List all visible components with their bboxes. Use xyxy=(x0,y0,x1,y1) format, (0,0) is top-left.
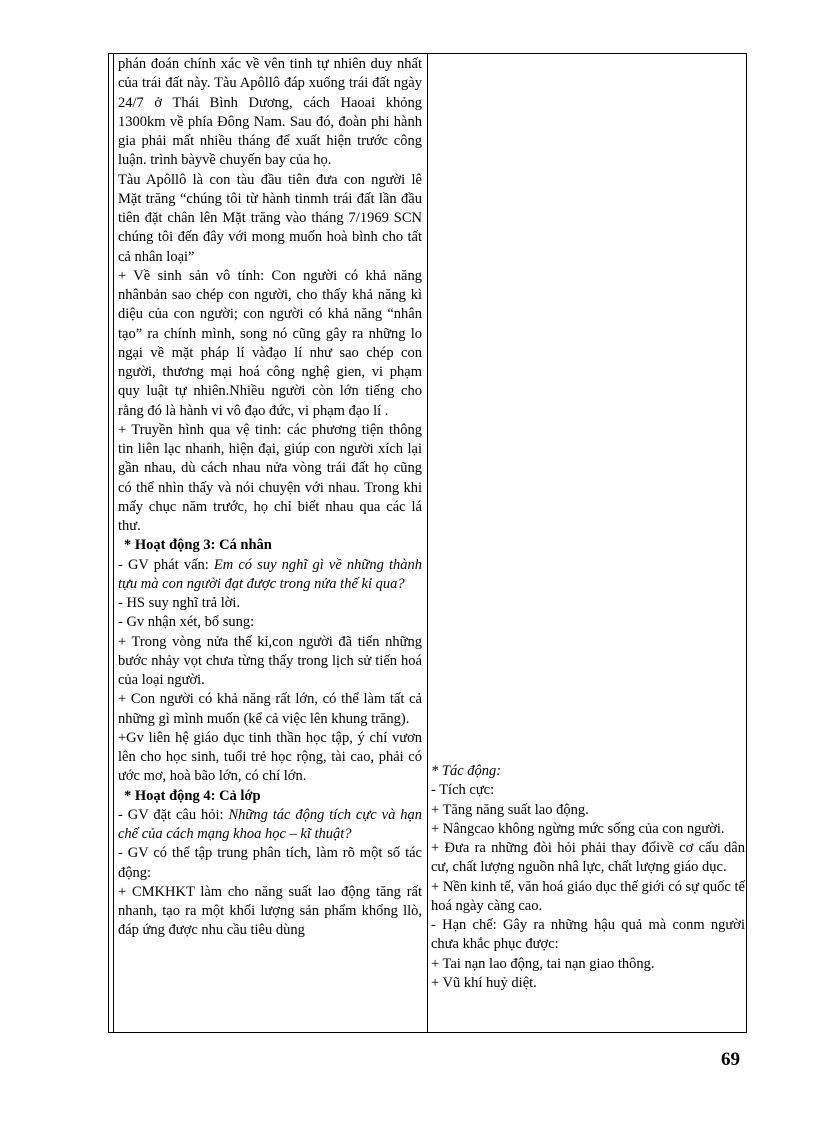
impact-item: + Tăng năng suất lao động. xyxy=(431,801,589,818)
activity-4-question xyxy=(118,806,422,845)
cloning-paragraph: + Về sinh sản vô tính: Con người có khả năng nhânbản sao chép con người, cho thấy khả năng kì diệu của con người; con người có khả năng “nhân tạo” ra chính mình, song nó cũng gây ra những lo ngại về mặt pháp lí vàđạo lí như sao chép con người, thương mại hoá công nghệ gien, vi phạm quy luật tự nhiên.Nhiều người còn lớn tiếng cho rằng đó là hành vi vô đạo đức, vi phạm đạo lí . xyxy=(118,267,422,419)
impact-item: + Vũ khí huỷ diệt. xyxy=(431,974,537,991)
apollo-paragraph-2: Tàu Apôllô là con tàu đầu tiên đưa con người lê Mặt trăng “chúng tôi từ hành tinmh trái đất lần đầu tiên đặt chân lên Mặt trăng vào tháng 7/1969 SCN chúng tôi đến đây với mong muốn hoà bình cho tất cả nhân loại” xyxy=(118,171,422,265)
analysis-instruction: - GV có thể tập trung phân tích, làm rõ một số tác động: xyxy=(118,845,422,881)
human-ability-paragraph: + Con người có khả năng rất lớn, có thể làm tất cả những gì mình muốn (kể cả việc lên khung trăng). xyxy=(118,691,422,727)
page-number: 69 xyxy=(721,1049,740,1070)
question-prefix: - GV phát vấn: xyxy=(118,556,214,573)
activity-3-question xyxy=(118,556,422,595)
table-gutter xyxy=(109,54,114,1032)
content-column xyxy=(431,762,745,993)
impact-item: + Nângcao không ngừng mức sống của con người. xyxy=(431,820,725,837)
activities-column xyxy=(118,55,422,941)
activity-3-heading: * Hoạt động 3: Cá nhân xyxy=(124,537,272,554)
teacher-comment-line: - Gv nhận xét, bổ sung: xyxy=(118,614,255,631)
impact-positive-label: - Tích cực: xyxy=(431,782,495,799)
impact-negative-label: - Hạn chế: Gây ra những hậu quả mà conm người chưa khắc phục được: xyxy=(431,917,745,953)
productivity-paragraph: + CMKHKT làm cho năng suất lao động tăng rất nhanh, tạo ra một khối lượng sản phẩm khổng llò, đáp ứng được nhu cầu tiêu dùng xyxy=(118,883,422,939)
question-text: Những tác động tích cực và hạn chế của cách mạng khoa học – kĩ thuật? xyxy=(118,806,422,842)
student-answer-line: - HS suy nghĩ trả lời. xyxy=(118,595,241,611)
impact-heading: * Tác động: xyxy=(431,763,502,779)
column-divider xyxy=(427,54,428,1032)
education-paragraph: +Gv liên hệ giáo dục tinh thần học tập, ý chí vươn lên cho học sinh, tuổi trẻ học rộng, tài cao, phải có ước mơ, hoà bão lớn, có chí lớn. xyxy=(118,729,422,785)
activity-4-heading: * Hoạt động 4: Cả lớp xyxy=(124,787,261,804)
impact-item: + Tai nạn lao động, tai nạn giao thông. xyxy=(431,955,655,972)
question-prefix: - GV đặt câu hỏi: xyxy=(118,806,229,823)
half-century-paragraph: + Trong vòng nửa thế kỉ,con người đã tiến những bước nhảy vọt chưa từng thấy trong lịch sử tiến hoá của loại người. xyxy=(118,633,422,688)
lesson-table xyxy=(108,53,747,1033)
apollo-paragraph-1: phán đoán chính xác về vên tinh tự nhiên duy nhất của trái đất này. Tàu Apôllô đáp xuống trái đất ngày 24/7 ở Thái Bình Dương, cách Haoai khỏng 1300km về phía Đông Nam. Sau đó, đoàn phi hành gia phải mất nhiều tháng để xuất hiện trước công luận. trình bàyvề chuyến bay của họ. xyxy=(118,56,422,169)
question-text: Em có suy nghĩ gì về những thành tựu mà con người đạt được trong nửa thế kỉ qua? xyxy=(118,556,422,592)
satellite-tv-paragraph: + Truyền hình qua vệ tinh: các phương tiện thông tin liên lạc nhanh, hiện đại, giúp con người xích lại gần nhau, dù cách nhau nửa vòng trái đất họ cũng có thể nhìn thấy và nói chuyện với nhau. Trong khi mấy chục năm trước, họ chỉ biết nhau qua các lá thư. xyxy=(118,421,422,534)
impact-item: + Đưa ra những đòi hỏi phải thay đổivề cơ cấu dân cư, chất lượng nguồn nhâ lực, chất lượng giáo dục. xyxy=(431,840,745,876)
impact-item: + Nền kinh tế, văn hoá giáo dục thế giới có sự quốc tế hoá ngày càng cao. xyxy=(431,878,745,914)
